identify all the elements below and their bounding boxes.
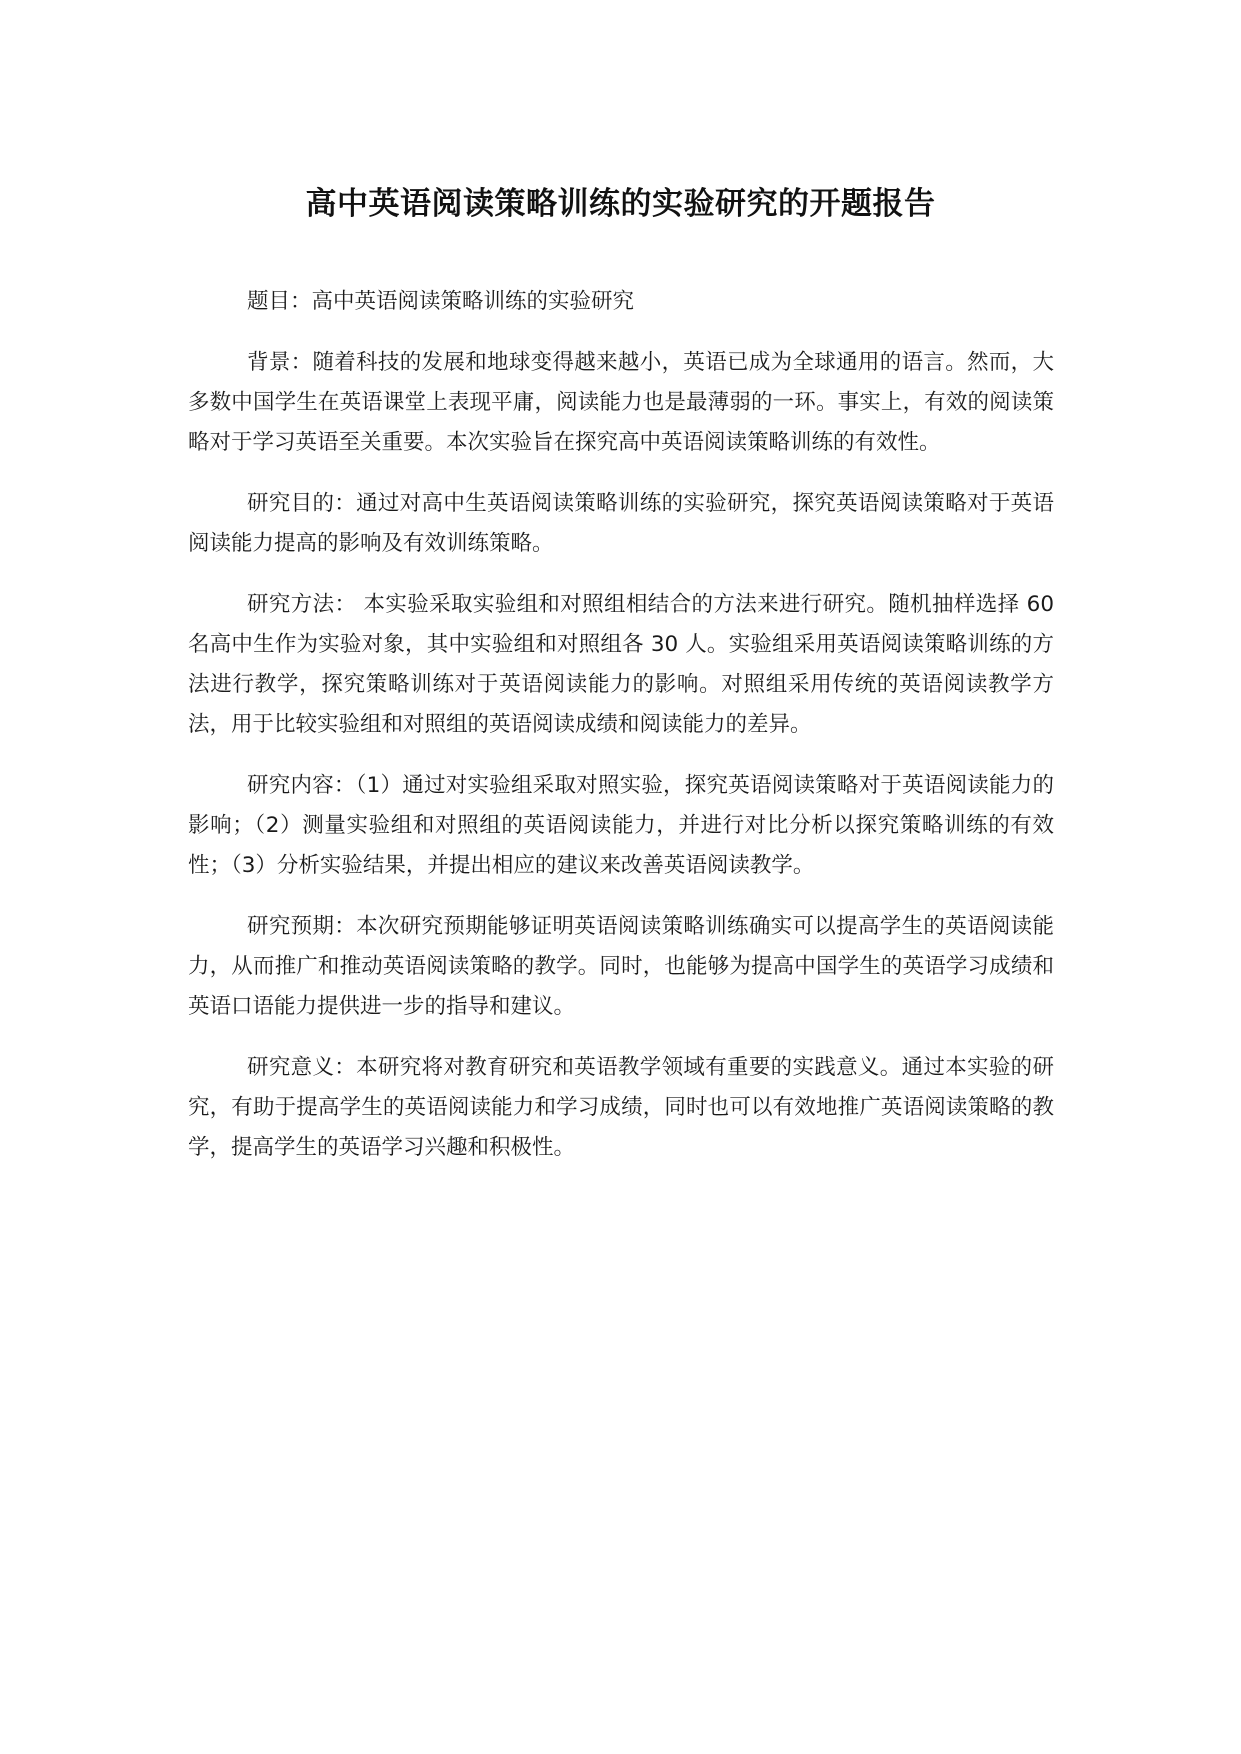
paragraph-topic: 题目：高中英语阅读策略训练的实验研究 [247,289,635,314]
paragraph-research-expectation: 研究预期：本次研究预期能够证明英语阅读策略训练确实可以提高学生的英语阅读能力，从而推广和推动英语阅读策略的教学。同时，也能够为提高中国学生的英语学习成绩和英语口语能力提供进一步的指导和建议。 [188,914,1054,1019]
paragraph-research-content: 研究内容：（1）通过对实验组采取对照实验，探究英语阅读策略对于英语阅读能力的影响；（2）测量实验组和对照组的英语阅读能力，并进行对比分析以探究策略训练的有效性；（3）分析实验结果，并提出相应的建议来改善英语阅读教学。 [188,773,1054,878]
document-title: 高中英语阅读策略训练的实验研究的开题报告 [305,186,936,222]
paragraph-research-significance: 研究意义：本研究将对教育研究和英语教学领域有重要的实践意义。通过本实验的研究，有助于提高学生的英语阅读能力和学习成绩，同时也可以有效地推广英语阅读策略的教学，提高学生的英语学习兴趣和积极性。 [188,1055,1054,1160]
paragraph-background: 背景：随着科技的发展和地球变得越来越小，英语已成为全球通用的语言。然而，大多数中国学生在英语课堂上表现平庸，阅读能力也是最薄弱的一环。事实上，有效的阅读策略对于学习英语至关重要。本次实验旨在探究高中英语阅读策略训练的有效性。 [188,350,1054,455]
paragraph-research-method: 研究方法： 本实验采取实验组和对照组相结合的方法来进行研究。随机抽样选择 60 名高中生作为实验对象，其中实验组和对照组各 30 人。实验组采用英语阅读策略训练的方法进行教学，探究策略训练对于英语阅读能力的影响。对照组采用传统的英语阅读教学方法，用于比较实验组和对照组的英语阅读成绩和阅读能力的差异。 [188,592,1054,737]
paragraph-research-purpose: 研究目的：通过对高中生英语阅读策略训练的实验研究，探究英语阅读策略对于英语阅读能力提高的影响及有效训练策略。 [188,491,1054,556]
document-body [188,282,1054,1189]
